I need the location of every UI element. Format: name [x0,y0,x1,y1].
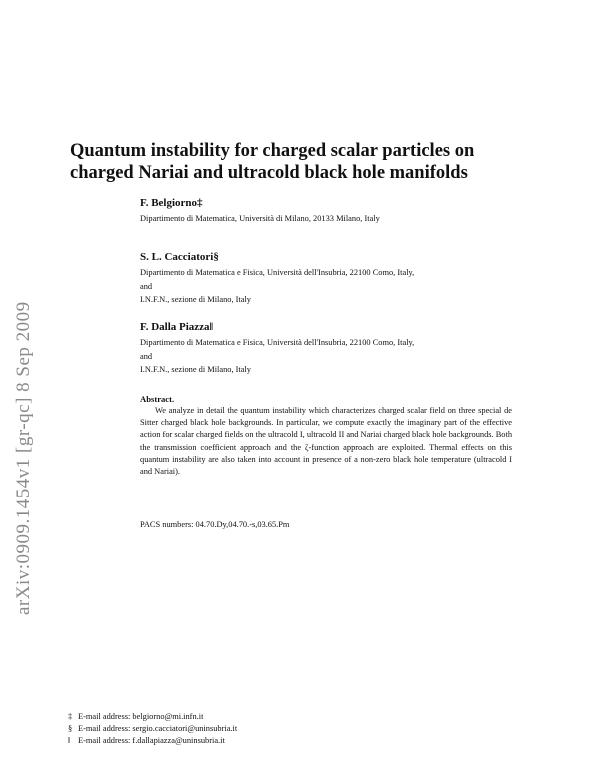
footnote [68,723,237,735]
footnote [68,711,203,723]
title-line-1: Quantum instability for charged scalar particles on [70,141,475,161]
abstract-heading: Abstract. [140,394,175,404]
author-block-1 [140,196,520,226]
footnote-symbol: ‡ [68,712,73,721]
author-affiliation: Dipartimento di Matematica, Università di Milano, 20133 Milano, Italy [140,214,380,223]
footnote-email: E-mail address: sergio.cacciatori@uninsubria.it [78,724,238,733]
affiliation-and: and [140,281,153,291]
pacs-numbers: PACS numbers: 04.70.Dy,04.70.-s,03.65.Pm [140,520,290,529]
author-block-2 [140,250,520,307]
author-affiliation: I.N.F.N., sezione di Milano, Italy [140,365,251,374]
author-affiliation: I.N.F.N., sezione di Milano, Italy [140,295,251,304]
footnote [68,735,225,747]
footnote-symbol: ‖ [68,736,71,745]
abstract-text: We analyze in detail the quantum instability which characterizes charged scalar field on three special de Sitter charged black hole backgrounds. In particular, we compute exactly the imaginary part of the effective action for scalar charged fields on the ultracold I, ultracold II and Nariai charged black hole backgrounds. Both the transmission coefficient approach and the ζ-function approach are exploited. Thermal effects on this quantum instability are also taken into account in presence of a non-zero black hole temperature (ultracold I and Nariai). [140,406,513,477]
author-name: S. L. Cacciatori§ [140,251,219,263]
paper-title [70,140,530,184]
footnote-symbol: § [68,724,73,733]
footnote-email: E-mail address: f.dallapiazza@uninsubria.it [78,736,225,745]
author-name: F. Dalla Piazza‖ [140,321,214,333]
footnote-email: E-mail address: belgiorno@mi.infn.it [78,712,204,721]
author-name: F. Belgiorno‡ [140,197,203,209]
affiliation-and: and [140,351,153,361]
author-block-3 [140,320,520,377]
author-affiliation: Dipartimento di Matematica e Fisica, Università dell'Insubria, 22100 Como, Italy, [140,268,415,277]
abstract [140,393,512,478]
author-affiliation: Dipartimento di Matematica e Fisica, Università dell'Insubria, 22100 Como, Italy, [140,338,415,347]
title-line-2: charged Nariai and ultracold black hole manifolds [70,163,468,183]
arxiv-identifier-stamp: arXiv:0909.1454v1 [gr-qc] 8 Sep 2009 [13,301,34,615]
